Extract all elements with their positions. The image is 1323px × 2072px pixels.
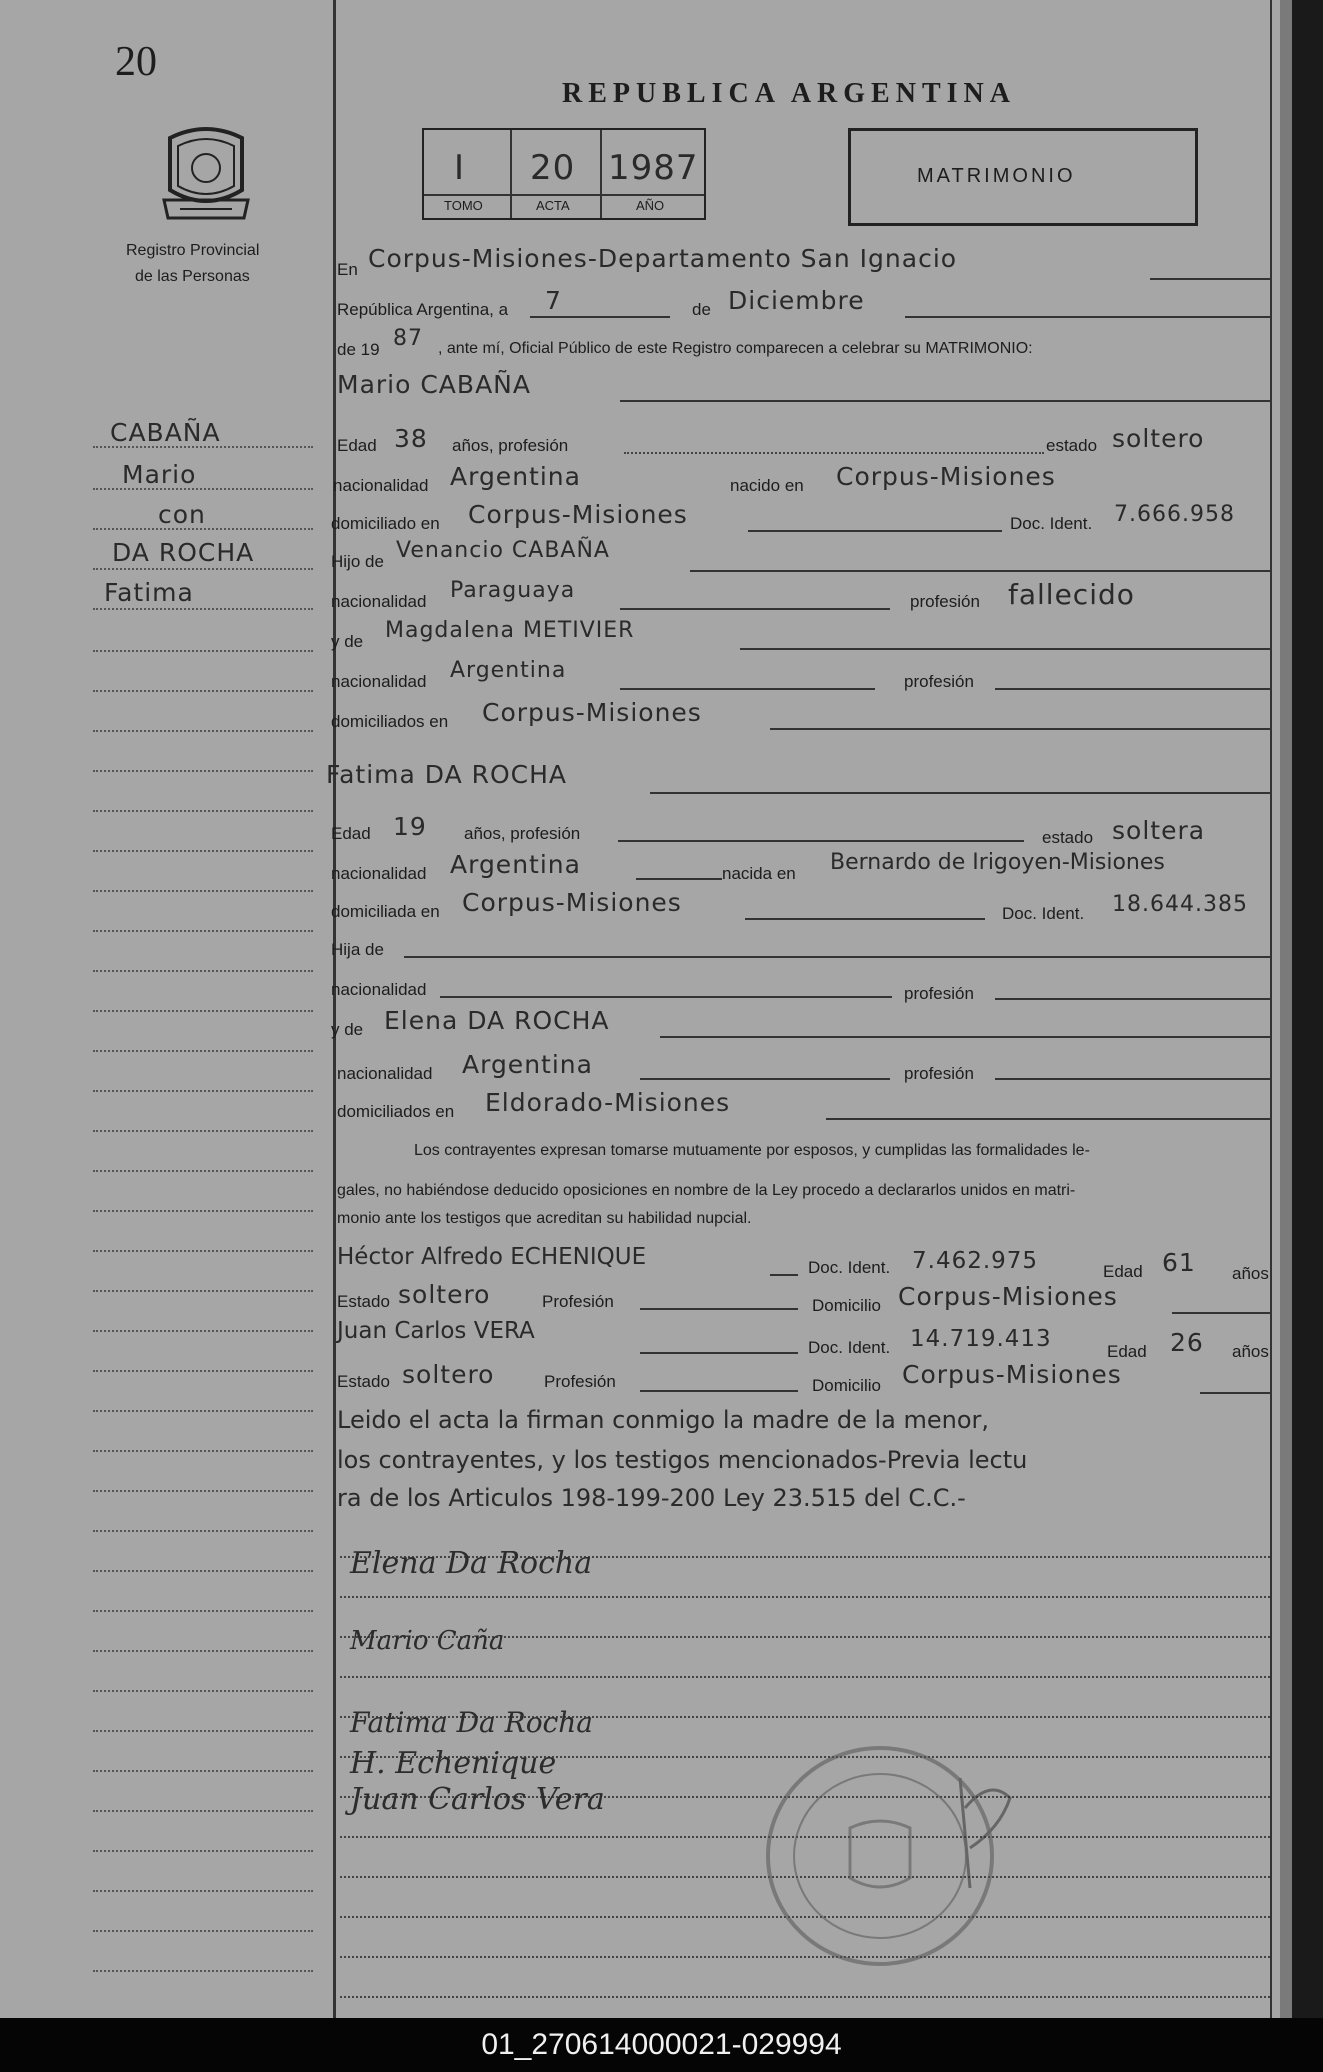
margin-note-line5: Fatima	[104, 578, 194, 607]
witness1-prof-label: Profesión	[542, 1292, 614, 1311]
bride-madre-nac-label: nacionalidad	[337, 1064, 433, 1083]
ano-value: 1987	[608, 148, 699, 188]
tomo-label: TOMO	[444, 198, 483, 213]
bride-nacionalidad: Argentina	[450, 850, 581, 879]
margin-note-line2: Mario	[122, 460, 197, 489]
bride-madre-prof-label: profesión	[904, 1064, 974, 1083]
groom-y-de-label: y de	[331, 632, 364, 651]
bride-name: Fatima DA ROCHA	[326, 760, 568, 789]
provincial-seal-icon	[160, 120, 252, 225]
record-type: MATRIMONIO	[917, 165, 1076, 187]
groom-estado: soltero	[1112, 424, 1205, 453]
record-type-box	[848, 128, 1198, 226]
ante-text: , ante mí, Oficial Público de este Registro comparecen a celebrar su MATRIMONIO:	[438, 340, 1033, 357]
bride-doc-label: Doc. Ident.	[1002, 904, 1085, 923]
bride-edad: 19	[393, 812, 427, 841]
groom-madre-nac: Argentina	[450, 658, 567, 683]
witness2-doc-label: Doc. Ident.	[808, 1338, 891, 1357]
witness1-edad-label: Edad	[1103, 1262, 1143, 1281]
witness2-prof-label: Profesión	[544, 1372, 616, 1391]
groom-doc-label: Doc. Ident.	[1010, 514, 1093, 533]
notes-line1: Leido el acta la firman conmigo la madre de la menor,	[337, 1406, 990, 1434]
witness2-edad-label: Edad	[1107, 1342, 1147, 1361]
bride-padres-dom-label: domiciliados en	[337, 1102, 455, 1121]
bride-edad-label: Edad	[331, 824, 371, 843]
bride-madre-nac: Argentina	[462, 1050, 593, 1079]
groom-madre: Magdalena METIVIER	[385, 618, 635, 643]
witness1-name: Héctor Alfredo ECHENIQUE	[337, 1244, 647, 1270]
witness1-dom-label: Domicilio	[812, 1296, 881, 1315]
groom-padres-dom-label: domiciliados en	[331, 712, 449, 731]
country-title: REPUBLICA ARGENTINA	[562, 78, 1016, 109]
bride-hija-label: Hija de	[331, 940, 384, 959]
year-prefix: de 19	[337, 340, 380, 359]
bride-nacida-en: Bernardo de Irigoyen-Misiones	[830, 850, 1165, 875]
footer-id: 01_270614000021-029994	[0, 2018, 1323, 2072]
bride-anos-label: años, profesión	[464, 824, 581, 843]
en-label: En	[337, 260, 358, 279]
right-margin-line	[1270, 0, 1272, 2018]
groom-dom-label: domiciliado en	[331, 514, 440, 533]
witness1-estado: soltero	[398, 1280, 491, 1309]
groom-padre-prof-label: profesión	[910, 592, 980, 611]
signature-echenique: H. Echenique	[350, 1746, 557, 1781]
declaration-line2: gales, no habiéndose deducido oposiciones en nombre de la Ley procedo a declararlos unidos en matri-	[337, 1182, 1076, 1199]
groom-edad: 38	[394, 424, 428, 453]
groom-name: Mario CABAÑA	[337, 370, 531, 399]
margin-note-line3: con	[158, 500, 206, 529]
groom-nacido-label: nacido en	[730, 476, 804, 495]
witness1-doc-label: Doc. Ident.	[808, 1258, 891, 1277]
groom-padre: Venancio CABAÑA	[396, 538, 610, 563]
signature-elena: Elena Da Rocha	[350, 1546, 593, 1581]
acta-label: ACTA	[536, 198, 570, 213]
witness2-doc: 14.719.413	[910, 1326, 1052, 1352]
bride-estado: soltera	[1112, 816, 1206, 845]
witness1-anos-label: años	[1232, 1264, 1269, 1283]
page-number: 20	[115, 39, 157, 85]
bride-nac-label: nacionalidad	[331, 864, 427, 883]
groom-nacido-en: Corpus-Misiones	[836, 462, 1056, 491]
registry-name-line1: Registro Provincial	[126, 242, 260, 259]
groom-padre-nac: Paraguaya	[450, 578, 576, 603]
groom-padre-nac-label: nacionalidad	[331, 592, 427, 611]
acta-value: 20	[530, 148, 576, 188]
groom-doc: 7.666.958	[1114, 502, 1235, 527]
bride-dom-label: domiciliada en	[331, 902, 440, 921]
bride-doc: 18.644.385	[1112, 892, 1248, 917]
groom-anos-label: años, profesión	[452, 436, 569, 455]
bride-padre-nac-label: nacionalidad	[331, 980, 427, 999]
margin-note-line4: DA ROCHA	[112, 538, 255, 567]
witness1-domicilio: Corpus-Misiones	[898, 1282, 1118, 1311]
republica-label: República Argentina, a	[337, 300, 509, 319]
tomo-value: I	[454, 148, 466, 188]
witness2-estado: soltero	[402, 1360, 495, 1389]
witness2-anos-label: años	[1232, 1342, 1269, 1361]
ano-label: AÑO	[636, 198, 665, 213]
witness2-estado-label: Estado	[337, 1372, 390, 1391]
groom-edad-label: Edad	[337, 436, 377, 455]
declaration-line3: monio ante los testigos que acreditan su habilidad nupcial.	[337, 1210, 752, 1227]
day-value: 7	[545, 286, 562, 315]
notes-line3: ra de los Articulos 198-199-200 Ley 23.515 del C.C.-	[337, 1484, 966, 1512]
bride-madre: Elena DA ROCHA	[384, 1006, 610, 1035]
witness2-domicilio: Corpus-Misiones	[902, 1360, 1122, 1389]
place-value: Corpus-Misiones-Departamento San Ignacio	[368, 244, 958, 273]
witness1-edad: 61	[1162, 1248, 1196, 1277]
bride-nacida-label: nacida en	[722, 864, 796, 883]
bride-estado-label: estado	[1042, 828, 1094, 847]
registry-name-line2: de las Personas	[135, 268, 250, 285]
record-number-box	[422, 128, 706, 220]
witness2-edad: 26	[1170, 1328, 1204, 1357]
groom-madre-prof-label: profesión	[904, 672, 974, 691]
witness2-name: Juan Carlos VERA	[337, 1318, 535, 1344]
groom-padres-dom: Corpus-Misiones	[482, 698, 702, 727]
signature-fatima: Fatima Da Rocha	[350, 1706, 593, 1739]
bride-padre-prof-label: profesión	[904, 984, 974, 1003]
bride-domicilio: Corpus-Misiones	[462, 888, 682, 917]
notes-line2: los contrayentes, y los testigos mencionados-Previa lectu	[337, 1446, 1028, 1474]
groom-domicilio: Corpus-Misiones	[468, 500, 688, 529]
signature-vera: Juan Carlos Vera	[350, 1782, 605, 1817]
margin-note-line1: CABAÑA	[110, 418, 221, 447]
signature-mario: Mario Caña	[350, 1626, 505, 1656]
groom-padre-prof: fallecido	[1008, 578, 1135, 611]
declaration-line1: Los contrayentes expresan tomarse mutuamente por esposos, y cumplidas las formalidades le-	[414, 1142, 1090, 1159]
groom-madre-nac-label: nacionalidad	[331, 672, 427, 691]
witness2-dom-label: Domicilio	[812, 1376, 881, 1395]
bride-padres-dom: Eldorado-Misiones	[485, 1088, 731, 1117]
official-stamp-icon	[760, 1738, 1040, 1968]
bride-y-de-label: y de	[331, 1020, 364, 1039]
groom-estado-label: estado	[1046, 436, 1098, 455]
de-label: de	[692, 300, 711, 319]
witness1-estado-label: Estado	[337, 1292, 390, 1311]
year-suffix: 87	[393, 326, 423, 351]
groom-nac-label: nacionalidad	[333, 476, 429, 495]
groom-hijo-label: Hijo de	[331, 552, 384, 571]
left-margin-line	[333, 0, 336, 2018]
groom-nacionalidad: Argentina	[450, 462, 581, 491]
month-value: Diciembre	[728, 286, 865, 315]
witness1-doc: 7.462.975	[912, 1248, 1039, 1274]
